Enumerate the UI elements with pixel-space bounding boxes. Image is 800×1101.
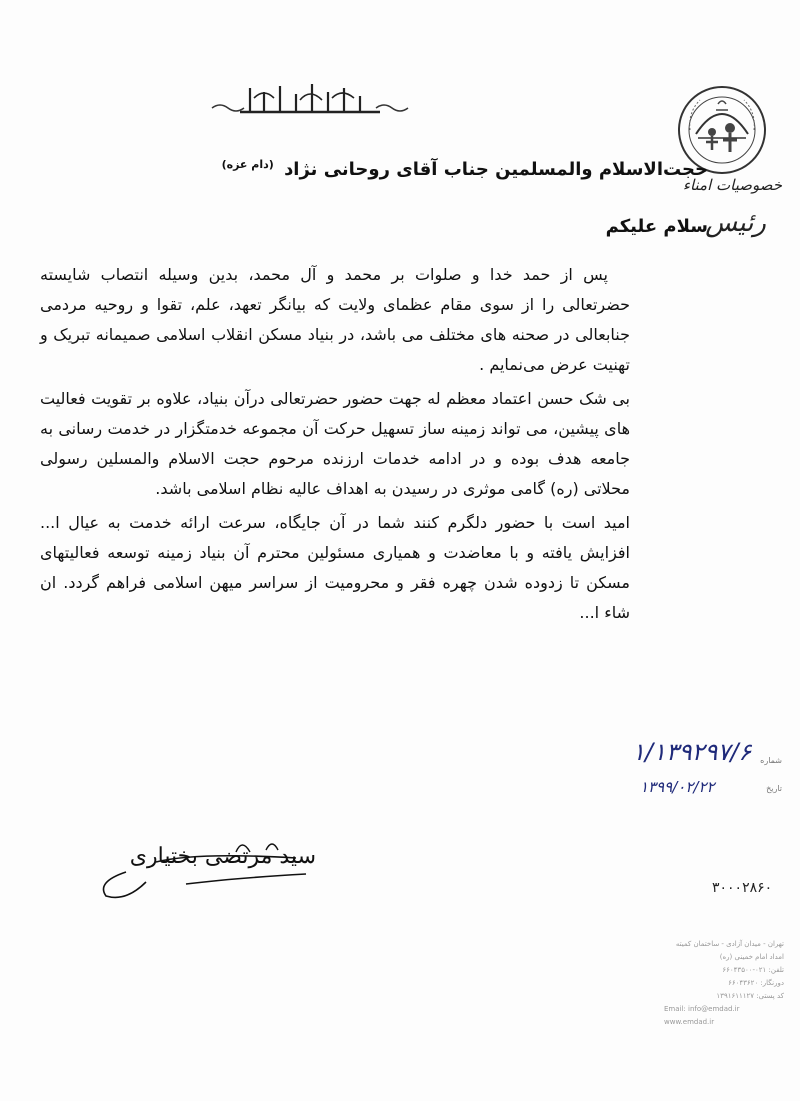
contact-website: www.emdad.ir xyxy=(664,1018,715,1026)
registration-stamp xyxy=(630,738,780,800)
contact-line: تهران - میدان آزادی - ساختمان کمیته xyxy=(675,940,784,948)
contact-line: امداد امام خمینی (ره) xyxy=(719,953,784,961)
contact-email: Email: info@emdad.ir xyxy=(664,1005,740,1013)
addressee-name: حجت‌الاسلام والمسلمین جناب آقای روحانی نژاد xyxy=(284,159,708,180)
contact-line: تلفن: ۰۲۱-۶۶۰۴۳۵۰۰ xyxy=(722,966,784,974)
contact-line: کد پستی: ۱۳۹۱۶۱۱۱۲۷ xyxy=(716,992,784,1000)
addressee-honorific: (دام عزه) xyxy=(221,158,274,171)
registration-number-label: شماره xyxy=(760,756,782,765)
contact-line: دورنگار: ۶۶۰۴۳۶۲۰ xyxy=(728,979,784,987)
letter-code: ۳۰۰۰۲۸۶۰ xyxy=(712,880,773,896)
handwritten-note-line-2: رئیس xyxy=(705,208,766,238)
signatory-name: سید مرتضی بختیاری xyxy=(129,844,316,869)
basmala-calligraphy xyxy=(200,78,420,126)
body-paragraph-1: پس از حمد خدا و صلوات بر محمد و آل محمد، بدین وسیله انتصاب شایسته حضرتعالی را از سوی مقام عظمای ولایت که بیانگر تعهد، علم، تقوا و روحیه مردمی جنابعالی در صحنه های مختلف می باشد، در بنیاد مسکن انقلاب اسلامی صمیمانه تبریک و تهنیت عرض می‌نمایم . xyxy=(40,265,630,374)
handwritten-note-line-1: خصوصیات امناء xyxy=(682,176,782,194)
addressee-line xyxy=(88,158,708,180)
greeting: سلام علیکم xyxy=(605,216,708,237)
body-paragraph-3: امید است با حضور دلگرم کنند شما در آن جایگاه، سرعت ارائه خدمت به عیال ا... افزایش یافته و با معاضدت و همیاری مسئولین محترم آن بنیاد زمینه توسعه فعالیتهای مسکن تا زدوده شدن چهره فقر و محرومیت از سراسر میهن اسلامی فراهم گردد. ان شاء ا... xyxy=(40,513,630,622)
basmala-text: بسم الله الرحمن الرحیم xyxy=(200,78,211,79)
body-paragraph-2: بی شک حسن اعتماد معظم له جهت حضور حضرتعالی درآن بنیاد، علاوه بر تقویت فعالیت های پیشین، می تواند زمینه ساز تسهیل حرکت آن مجموعه خدمتگزار در خدمت رسانی به جامعه هدف بوده و در ادامه خدمات ارزنده مرحوم حجت الاسلام والمسلین رسولی محلاتی (ره) گامی موثری در رسیدن به اهداف عالیه نظام اسلامی باشد. xyxy=(40,389,630,498)
registration-date-label: تاریخ xyxy=(766,784,782,793)
letter-body xyxy=(40,260,630,628)
contact-info xyxy=(664,938,784,1029)
registration-number: ۱/۱۳۹۲۹۷/۶ xyxy=(632,738,752,766)
signature-block xyxy=(96,832,326,902)
registration-date: ۱۳۹۹/۰۲/۲۲ xyxy=(640,778,715,796)
